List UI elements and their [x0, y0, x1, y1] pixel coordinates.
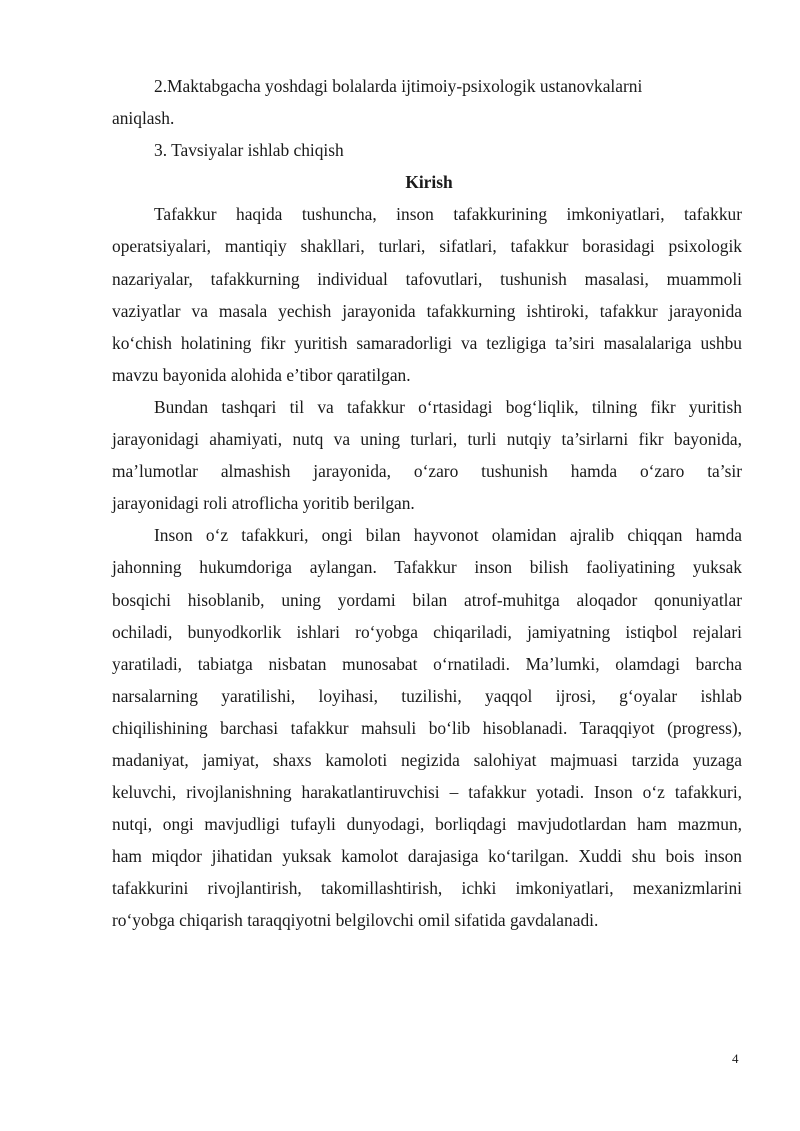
paragraph-1	[112, 198, 742, 391]
paragraph-line: madaniyat, jamiyat, shaxs kamoloti negizida salohiyat majmuasi tarzida yuzaga	[112, 749, 742, 770]
paragraph-line: ma’lumotlar almashish jarayonida, o‘zaro tushunish hamda o‘zaro ta’sir	[112, 461, 742, 482]
paragraph-line: ro‘yobga chiqarish taraqqiyotni belgilovchi omil sifatida gavdalanadi.	[112, 910, 599, 931]
paragraph-line: jarayonidagi roli atroflicha yoritib berilgan.	[112, 493, 415, 514]
paragraph-line: ham miqdor jihatidan yuksak kamolot darajasiga ko‘tarilgan. Xuddi shu bois inson	[112, 846, 742, 867]
page-number: 4	[732, 1051, 739, 1066]
paragraph-line: bosqichi hisoblanib, uning yordami bilan atrof-muhitga aloqador qonuniyatlar	[112, 589, 742, 610]
list-item-2-line-2: aniqlash.	[112, 108, 175, 129]
paragraph-3	[112, 519, 742, 936]
paragraph-line: operatsiyalari, mantiqiy shakllari, turlari, sifatlari, tafakkur borasidagi psixologik	[112, 236, 742, 257]
paragraph-line: tafakkurini rivojlantirish, takomillashtirish, ichki imkoniyatlari, mexanizmlarini	[112, 878, 742, 899]
paragraph-line: yaratiladi, tabiatga nisbatan munosabat o‘rnatiladi. Ma’lumki, olamdagi barcha	[112, 653, 742, 674]
paragraph-line: Inson o‘z tafakkuri, ongi bilan hayvonot olamidan ajralib chiqqan hamda	[154, 525, 742, 546]
paragraph-line: ko‘chish holatining fikr yuritish samaradorligi va tezligiga ta’siri masalalariga ushbu	[112, 332, 742, 353]
section-heading: Kirish	[405, 172, 453, 193]
paragraph-line: nazariyalar, tafakkurning individual tafovutlari, tushunish masalasi, muammoli	[112, 268, 742, 289]
paragraph-line: Tafakkur haqida tushuncha, inson tafakkurining imkoniyatlari, tafakkur	[154, 204, 742, 225]
paragraph-line: keluvchi, rivojlanishning harakatlantiruvchisi – tafakkur yotadi. Inson o‘z tafakkuri,	[112, 782, 742, 803]
paragraph-line: jahonning hukumdoriga aylangan. Tafakkur inson bilish faoliyatining yuksak	[112, 557, 742, 578]
list-item-3: 3. Tavsiyalar ishlab chiqish	[154, 140, 344, 161]
paragraph-line: Bundan tashqari til va tafakkur o‘rtasidagi bog‘liqlik, tilning fikr yuritish	[154, 396, 742, 417]
document-page	[112, 70, 742, 937]
paragraph-line: chiqilishining barchasi tafakkur mahsuli bo‘lib hisoblanadi. Taraqqiyot (progress),	[112, 717, 742, 738]
paragraph-line: nutqi, ongi mavjudligi tufayli dunyodagi, borliqdagi mavjudotlardan ham mazmun,	[112, 814, 742, 835]
paragraph-line: mavzu bayonida alohida e’tibor qaratilgan.	[112, 364, 411, 385]
paragraph-line: jarayonidagi ahamiyati, nutq va uning turlari, turli nutqiy ta’sirlarni fikr bayonida,	[112, 429, 742, 450]
paragraph-line: narsalarning yaratilishi, loyihasi, tuzilishi, yaqqol ijrosi, g‘oyalar ishlab	[112, 685, 742, 706]
list-item-2-line-1: 2.Maktabgacha yoshdagi bolalarda ijtimoiy-psixologik ustanovkalarni	[154, 76, 643, 96]
paragraph-line: ochiladi, bunyodkorlik ishlari ro‘yobga chiqariladi, jamiyatning istiqbol rejalari	[112, 621, 742, 642]
paragraph-2	[112, 391, 742, 519]
paragraph-line: vaziyatlar va masala yechish jarayonida tafakkurning ishtiroki, tafakkur jarayonida	[112, 300, 742, 321]
